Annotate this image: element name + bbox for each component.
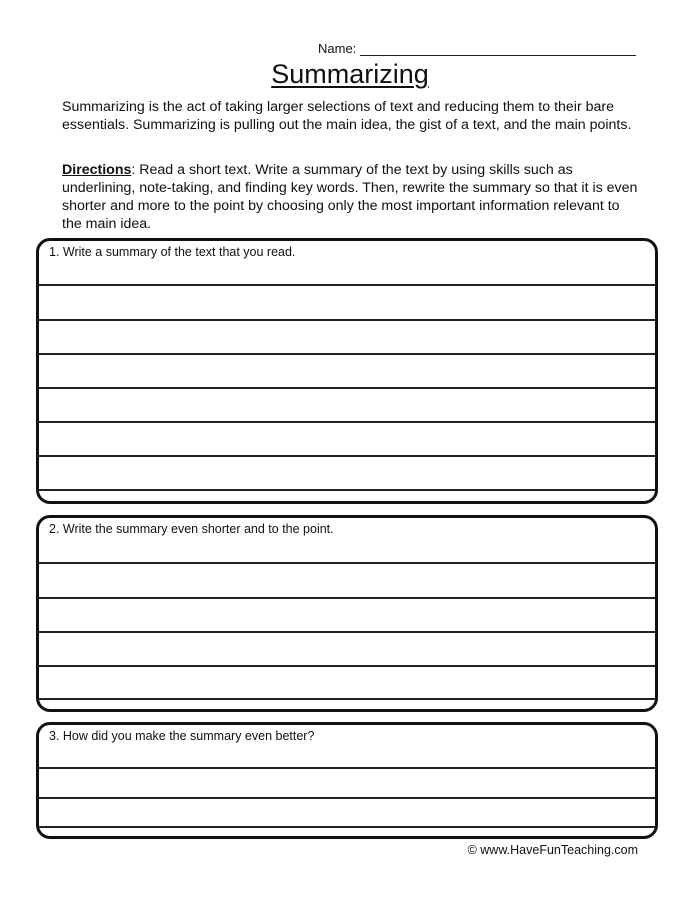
writing-line[interactable] xyxy=(39,797,655,799)
writing-line[interactable] xyxy=(39,665,655,667)
writing-line[interactable] xyxy=(39,353,655,355)
writing-line[interactable] xyxy=(39,767,655,769)
writing-line[interactable] xyxy=(39,597,655,599)
writing-line[interactable] xyxy=(39,826,655,828)
directions-paragraph xyxy=(62,161,642,233)
intro-paragraph: Summarizing is the act of taking larger selections of text and reducing them to their bare essentials. Summarizing is pulling out the main idea, the gist of a text, and the main points. xyxy=(62,99,632,133)
question-box-2 xyxy=(36,515,658,712)
writing-line[interactable] xyxy=(39,631,655,633)
directions-label: Directions xyxy=(62,162,132,178)
directions-text: : Read a short text. Write a summary of the text by using skills such as underlining, note-taking, and finding key words. Then, rewrite the summary so that it is even shorter and more to the point by choosing only the most important information relevant to the main idea. xyxy=(62,162,638,232)
page-title: Summarizing xyxy=(271,59,429,89)
writing-line[interactable] xyxy=(39,284,655,286)
writing-line[interactable] xyxy=(39,421,655,423)
question-prompt-2: 2. Write the summary even shorter and to the point. xyxy=(49,522,334,536)
writing-line[interactable] xyxy=(39,455,655,457)
question-prompt-1: 1. Write a summary of the text that you read. xyxy=(49,245,296,259)
writing-line[interactable] xyxy=(39,562,655,564)
question-box-3 xyxy=(36,722,658,839)
writing-line[interactable] xyxy=(39,698,655,700)
copyright-footer: © www.HaveFunTeaching.com xyxy=(467,843,638,857)
writing-line[interactable] xyxy=(39,489,655,491)
name-line[interactable] xyxy=(360,43,636,56)
name-field xyxy=(318,41,636,56)
name-label: Name: xyxy=(318,41,357,56)
writing-line[interactable] xyxy=(39,387,655,389)
question-box-1 xyxy=(36,238,658,504)
writing-line[interactable] xyxy=(39,319,655,321)
question-prompt-3: 3. How did you make the summary even better? xyxy=(49,729,315,743)
